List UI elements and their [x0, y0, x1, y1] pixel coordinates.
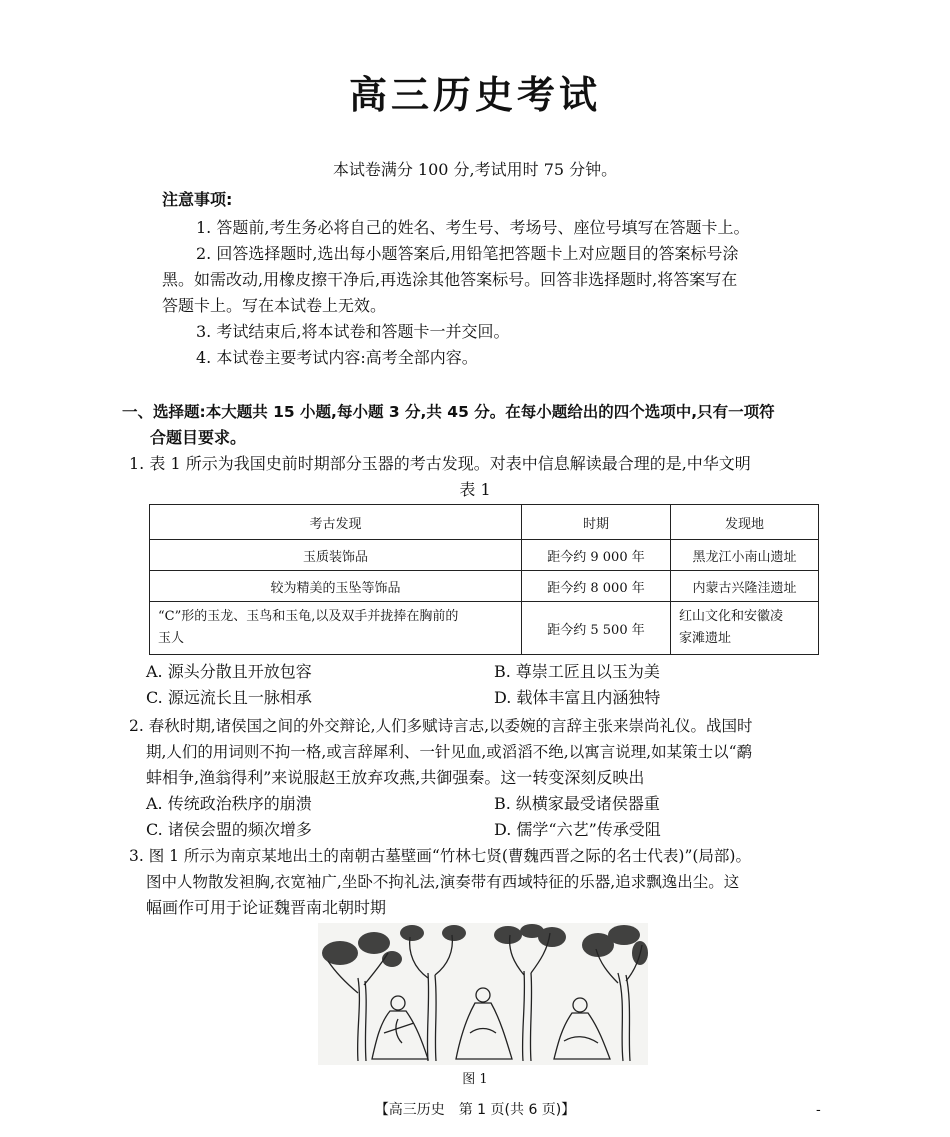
table-cell: 距今约 9 000 年: [522, 540, 671, 571]
question-1-stem: 1. 表 1 所示为我国史前时期部分玉器的考古发现。对表中信息解读最合理的是,中华文明: [129, 454, 751, 473]
section-heading-cont: 合题目要求。: [150, 428, 247, 447]
notice-heading: 注意事项:: [162, 190, 233, 209]
exam-title: 高三历史考试: [348, 73, 601, 117]
table-cell-line: 家滩遗址: [679, 631, 732, 646]
table-row: [150, 571, 819, 602]
table-cell-line: 玉人: [158, 631, 185, 646]
table-caption: 表 1: [459, 480, 491, 499]
table-row: [150, 540, 819, 571]
mural-drawing: [318, 923, 648, 1065]
question-2-stem-cont: 蚌相争,渔翁得利”来说服赵王放弃攻燕,共御强秦。这一转变深刻反映出: [146, 768, 645, 787]
option-d: D. 载体丰富且内涵独特: [494, 688, 661, 707]
notice-item: 3. 考试结束后,将本试卷和答题卡一并交回。: [196, 322, 510, 341]
question-3-stem: 3. 图 1 所示为南京某地出土的南朝古墓壁画“竹林七贤(曹魏西晋之际的名士代表)”(局部)。: [129, 847, 751, 865]
question-3-stem-cont: 幅画作可用于论证魏晋南北朝时期: [146, 898, 387, 917]
bamboo-grove-mural-image: [318, 923, 648, 1065]
table-cell: 玉质装饰品: [150, 540, 522, 571]
option-c: C. 源远流长且一脉相承: [146, 688, 312, 707]
table-row: [150, 602, 819, 655]
notice-item: 1. 答题前,考生务必将自己的姓名、考生号、考场号、座位号填写在答题卡上。: [196, 218, 750, 237]
corner-mark: -: [816, 1102, 821, 1118]
table-cell: 黑龙江小南山遗址: [671, 540, 819, 571]
table-cell: 距今约 5 500 年: [522, 602, 671, 655]
table-header: 时期: [522, 505, 671, 540]
table-header-row: [150, 505, 819, 540]
archaeology-table: [149, 504, 819, 655]
table-header: 考古发现: [150, 505, 522, 540]
notice-item: 2. 回答选择题时,选出每小题答案后,用铅笔把答题卡上对应题目的答案标号涂: [196, 244, 739, 263]
table-cell: [671, 602, 819, 655]
option-b: B. 纵横家最受诸侯器重: [494, 794, 660, 813]
exam-subtitle: 本试卷满分 100 分,考试用时 75 分钟。: [332, 160, 618, 179]
table-cell: 较为精美的玉坠等饰品: [150, 571, 522, 602]
page-footer: 【高三历史 第 1 页(共 6 页)】: [374, 1102, 576, 1118]
option-b: B. 尊崇工匠且以玉为美: [494, 662, 660, 681]
section-heading: 一、选择题:本大题共 15 小题,每小题 3 分,共 45 分。在每小题给出的四个选项中,只有一项符: [122, 403, 775, 421]
notice-item: 答题卡上。写在本试卷上无效。: [162, 296, 387, 315]
table-cell: 内蒙古兴隆洼遗址: [671, 571, 819, 602]
notice-item: 黑。如需改动,用橡皮擦干净后,再选涂其他答案标号。回答非选择题时,将答案写在: [162, 270, 738, 289]
table-cell-line: “C”形的玉龙、玉鸟和玉龟,以及双手并拢捧在胸前的: [158, 609, 459, 624]
option-a: A. 源头分散且开放包容: [146, 662, 312, 681]
question-2-stem: 2. 春秋时期,诸侯国之间的外交辩论,人们多赋诗言志,以委婉的言辞主张来崇尚礼仪。战国时: [129, 717, 753, 735]
option-d: D. 儒学“六艺”传承受阻: [494, 820, 661, 839]
option-c: C. 诸侯会盟的频次增多: [146, 820, 312, 839]
option-a: A. 传统政治秩序的崩溃: [146, 794, 312, 813]
notice-item: 4. 本试卷主要考试内容:高考全部内容。: [196, 348, 478, 367]
table-cell: 距今约 8 000 年: [522, 571, 671, 602]
table-cell-line: 红山文化和安徽凌: [679, 609, 784, 624]
table-header: 发现地: [671, 505, 819, 540]
question-2-stem-cont: 期,人们的用词则不拘一格,或言辞犀利、一针见血,或滔滔不绝,以寓言说理,如某策士以“鹬: [146, 743, 753, 761]
table-cell: [150, 602, 522, 655]
figure-caption: 图 1: [462, 1072, 488, 1087]
question-3-stem-cont: 图中人物散发袒胸,衣宽袖广,坐卧不拘礼法,演奏带有西域特征的乐器,追求飘逸出尘。这: [146, 873, 740, 891]
